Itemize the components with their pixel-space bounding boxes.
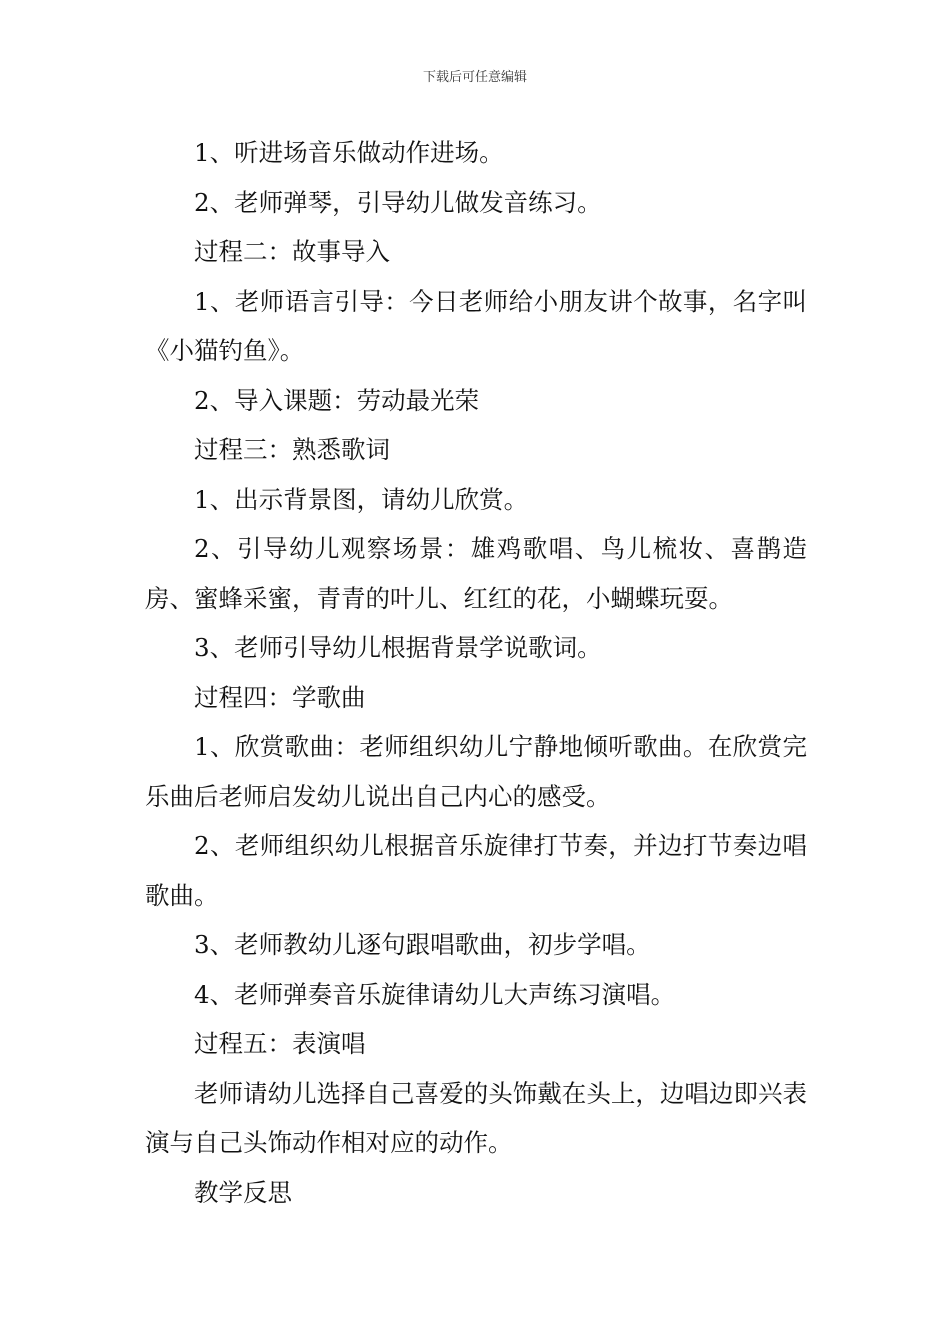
paragraph: 2、老师组织幼儿根据音乐旋律打节奏，并边打节奏边唱歌曲。 bbox=[145, 831, 807, 910]
document-body bbox=[145, 128, 807, 1217]
paragraph: 2、老师弹琴，引导幼儿做发音练习。 bbox=[194, 187, 602, 217]
paragraph: 1、听进场音乐做动作进场。 bbox=[194, 138, 504, 167]
paragraph: 老师请幼儿选择自己喜爱的头饰戴在头上，边唱边即兴表演与自己头饰动作相对应的动作。 bbox=[145, 1078, 807, 1157]
section-heading: 过程三：熟悉歌词 bbox=[194, 435, 390, 464]
section-heading: 过程五：表演唱 bbox=[194, 1029, 366, 1058]
paragraph: 1、出示背景图，请幼儿欣赏。 bbox=[194, 484, 529, 514]
paragraph: 3、老师引导幼儿根据背景学说歌词。 bbox=[194, 633, 602, 662]
paragraph: 2、导入课题：劳动最光荣 bbox=[194, 385, 480, 415]
page-header: 下载后可任意编辑 bbox=[422, 70, 527, 85]
paragraph: 2、引导幼儿观察场景：雄鸡歌唱、鸟儿梳妆、喜鹊造房、蜜蜂采蜜，青青的叶儿、红红的花，小蝴蝶玩耍。 bbox=[145, 534, 807, 613]
paragraph: 1、老师语言引导：今日老师给小朋友讲个故事，名字叫《小猫钓鱼》。 bbox=[145, 286, 807, 365]
paragraph: 4、老师弹奏音乐旋律请幼儿大声练习演唱。 bbox=[194, 979, 676, 1009]
paragraph: 3、老师教幼儿逐句跟唱歌曲，初步学唱。 bbox=[194, 930, 651, 959]
section-heading: 过程四：学歌曲 bbox=[194, 682, 366, 712]
section-heading: 过程二：故事导入 bbox=[194, 237, 390, 266]
section-heading: 教学反思 bbox=[194, 1177, 292, 1207]
paragraph: 1、欣赏歌曲：老师组织幼儿宁静地倾听歌曲。在欣赏完乐曲后老师启发幼儿说出自己内心的感受。 bbox=[145, 732, 807, 811]
